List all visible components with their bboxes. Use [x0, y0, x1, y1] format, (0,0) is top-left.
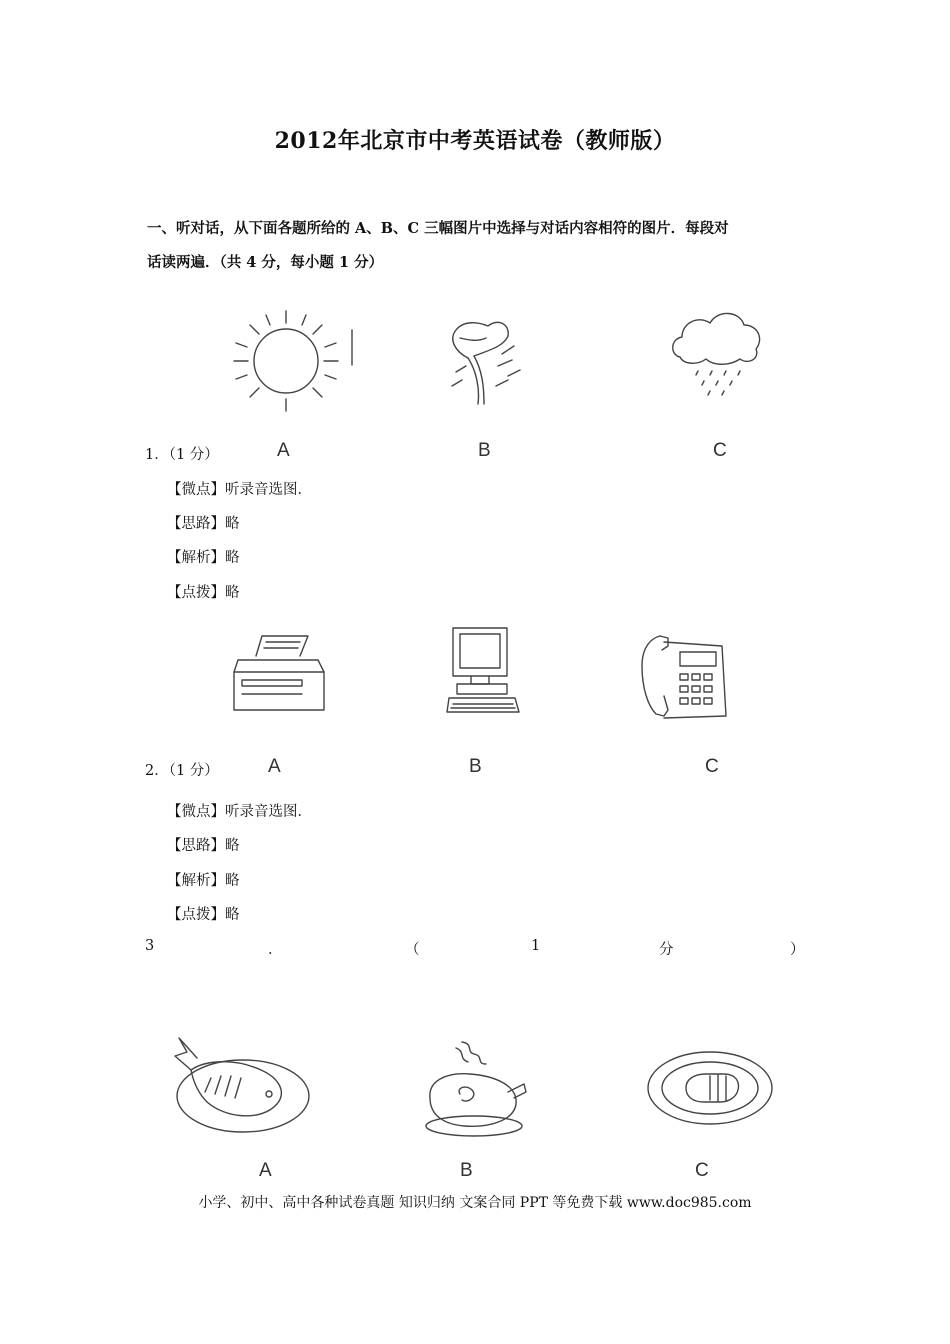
roast-chicken-icon [400, 1034, 540, 1144]
section-line-2: 话读两遍．（共 4 分，每小题 1 分） [147, 254, 384, 271]
note-dianbo: 【点拨】略 [167, 585, 240, 601]
rain-cloud-icon [668, 305, 768, 405]
note-jiexi: 【解析】略 [167, 873, 240, 889]
question-3-dot: ． [268, 942, 283, 958]
fish-plate-icon [165, 1030, 315, 1140]
note-silu: 【思路】略 [167, 838, 240, 854]
option-c: C [705, 756, 719, 777]
option-a: A [259, 1160, 272, 1181]
note-jiexi: 【解析】略 [167, 550, 240, 566]
question-3-score: 1 [531, 938, 541, 954]
option-a: A [268, 756, 281, 777]
note-silu: 【思路】略 [167, 516, 240, 532]
telephone-icon [634, 626, 734, 726]
bread-plate-icon [640, 1044, 780, 1134]
question-3-unit: 分 [659, 942, 674, 958]
note-weidian: 【微点】听录音选图． [167, 482, 312, 498]
windy-tree-icon [438, 308, 528, 408]
option-b: B [460, 1160, 473, 1181]
section-line-1: 一、听对话，从下面各题所给的 A、B、C 三幅图片中选择与对话内容相符的图片．每段对 [147, 220, 729, 237]
question-3-paren-open: （ [405, 942, 420, 958]
option-c: C [713, 440, 727, 461]
sun-icon [228, 305, 358, 415]
note-dianbo: 【点拨】略 [167, 907, 240, 923]
page-title: 2012年北京市中考英语试卷（教师版） [274, 128, 676, 154]
section-instructions [147, 212, 827, 280]
computer-icon [443, 624, 523, 720]
footer-text: 小学、初中、高中各种试卷真题 知识归纳 文案合同 PPT 等免费下载 www.doc985.com [198, 1195, 752, 1211]
question-2-number: 2．（1 分） [145, 763, 219, 779]
option-b: B [469, 756, 482, 777]
question-3-paren-close: ） [790, 942, 805, 958]
fax-printer-icon [228, 630, 328, 720]
note-weidian: 【微点】听录音选图． [167, 804, 312, 820]
option-a: A [277, 440, 290, 461]
option-b: B [478, 440, 491, 461]
question-1-number: 1．（1 分） [145, 447, 219, 463]
option-c: C [695, 1160, 709, 1181]
question-3-number: 3 [145, 938, 155, 954]
